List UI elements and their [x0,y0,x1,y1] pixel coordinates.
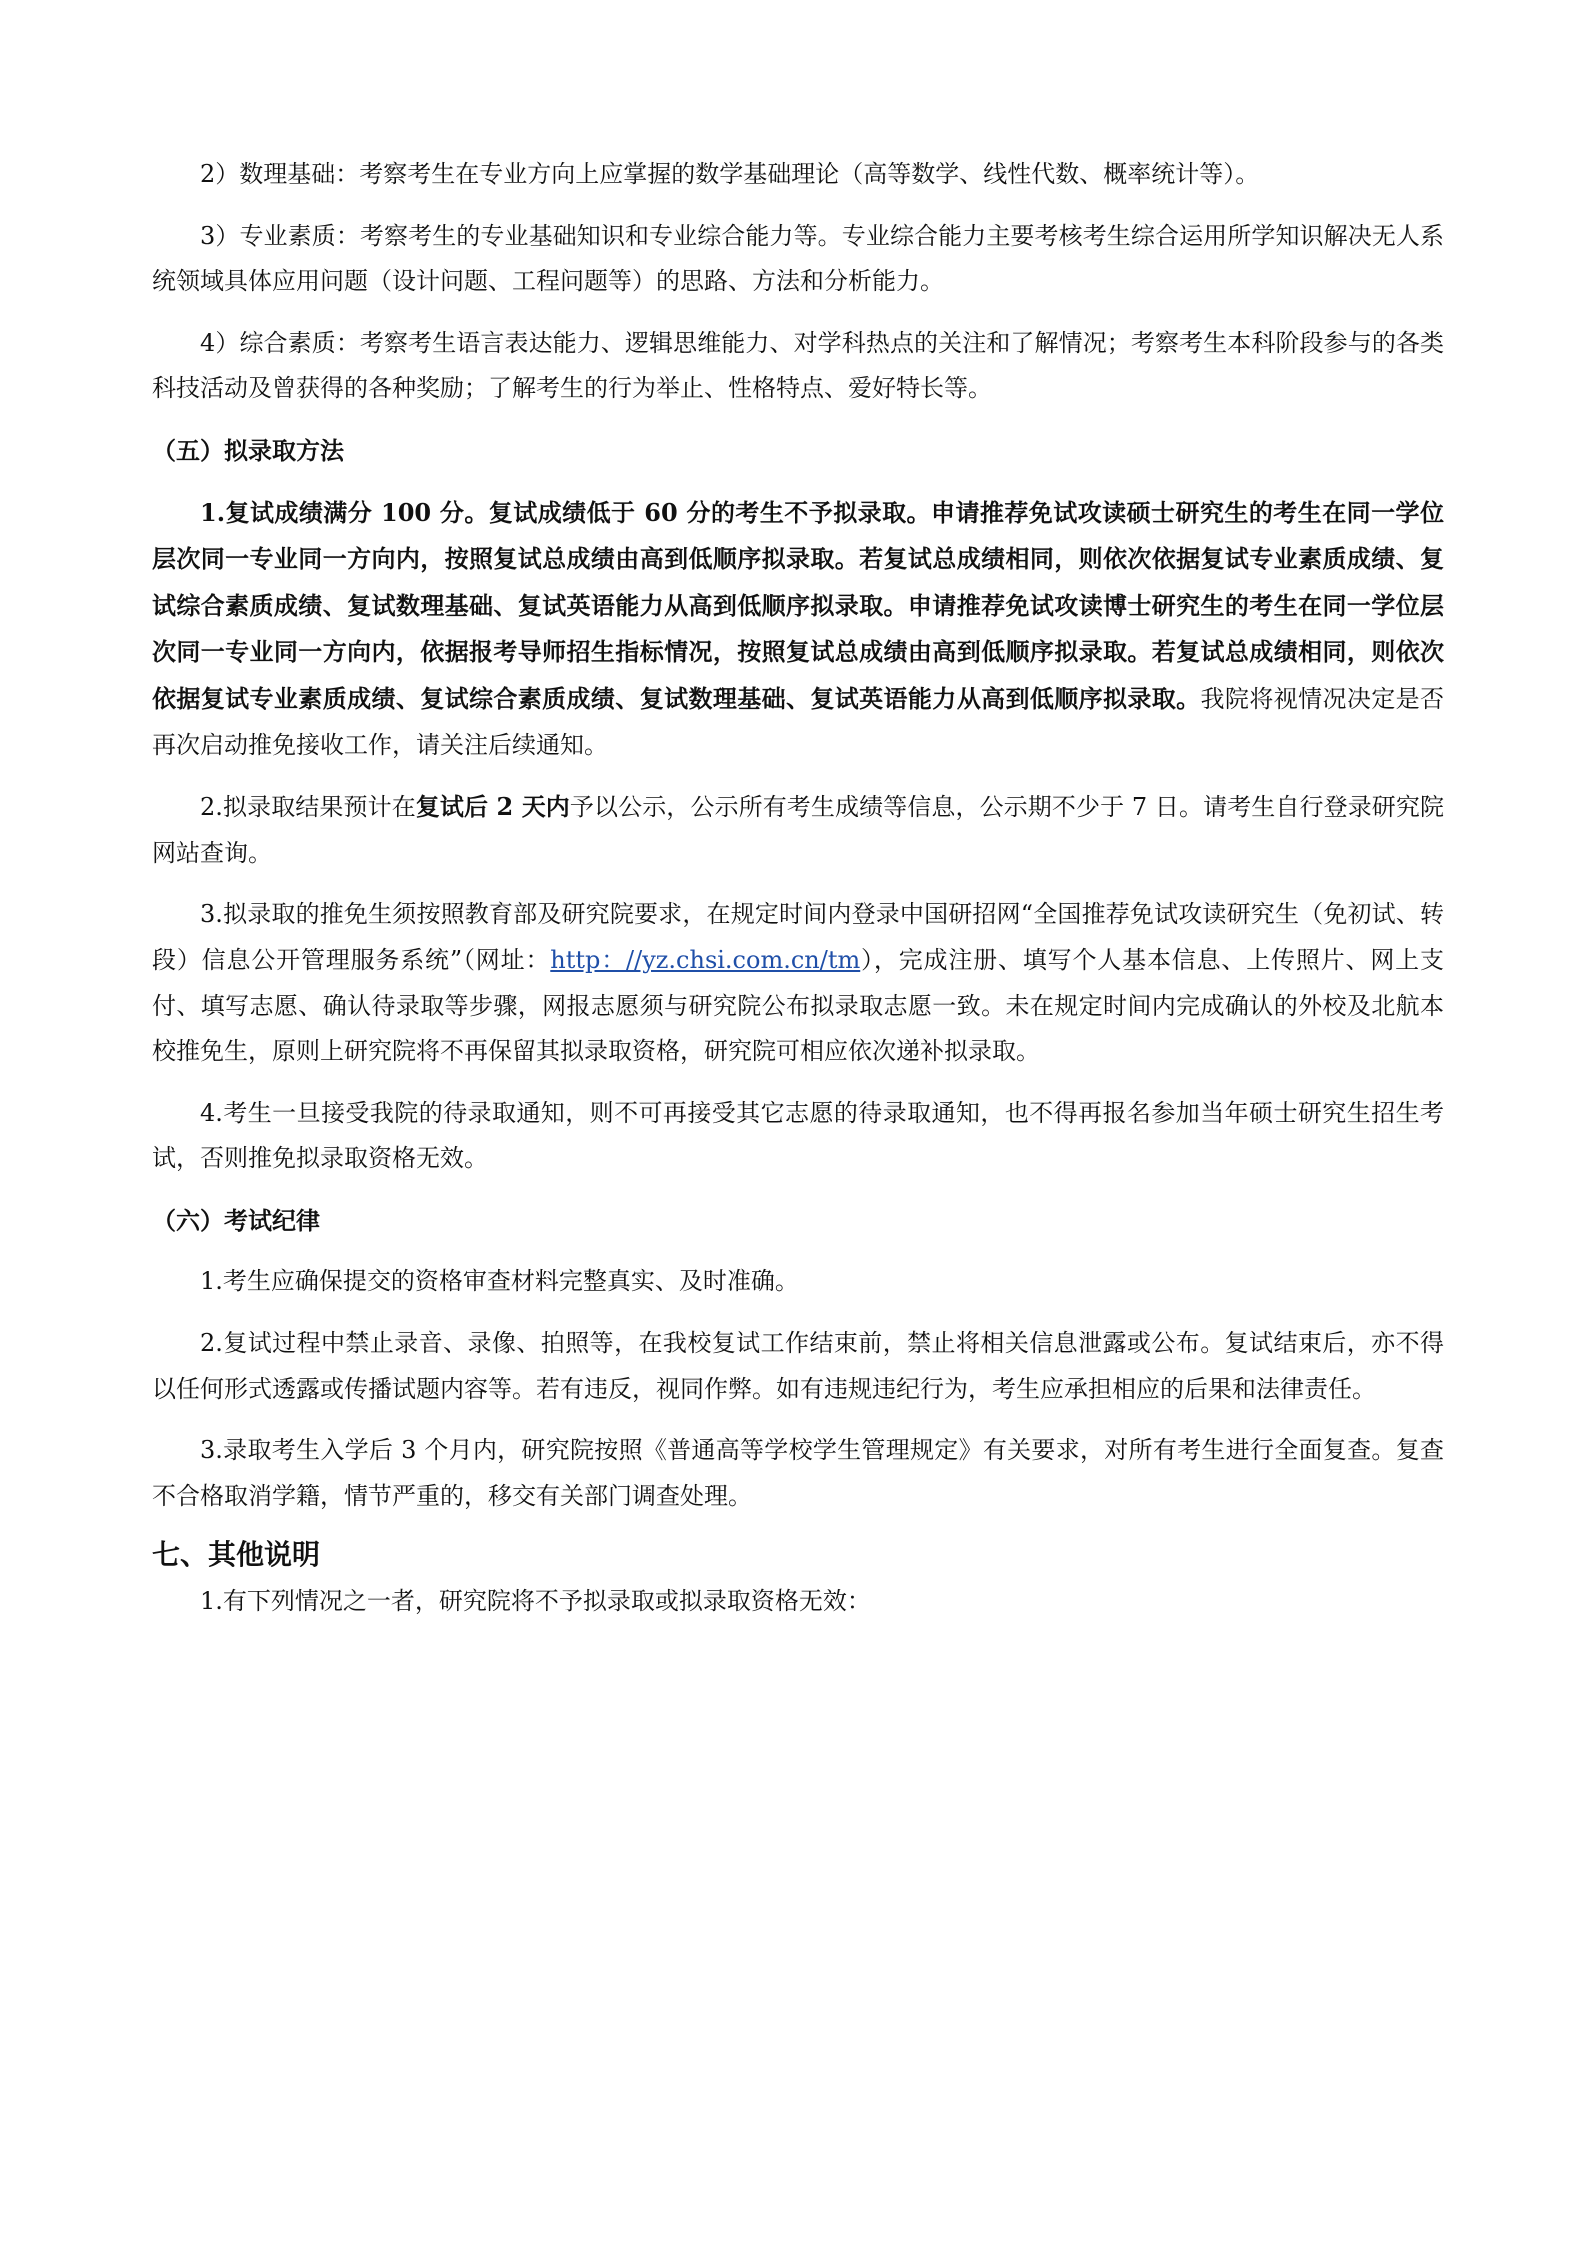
paragraph-admission-rule-3 [152,892,1444,1074]
admission-rule-2-text-pre: 2.拟录取结果预计在 [200,793,416,822]
admission-rule-2-deadline: 复试后 2 天内 [415,792,570,822]
paragraph-math-foundation: 2）数理基础：考察考生在专业方向上应掌握的数学基础理论（高等数学、线性代数、概率统计等）。 [200,160,1260,188]
paragraph-discipline-rule-3: 3.录取考生入学后 3 个月内，研究院按照《普通高等学校学生管理规定》有关要求，对所有考生进行全面复查。复查不合格取消学籍，情节严重的，移交有关部门调查处理。 [152,1436,1444,1510]
chsi-website-link[interactable]: http：//yz.chsi.com.cn/tm [550,945,861,974]
admission-rule-3-text-pre: 3.拟录取的推免生须按照教育部及研究院要求，在规定时间内登录中国研招网“全国推荐免试攻读研究生（免初试、转段）信息公开管理服务系统”（网址： [152,900,1444,974]
section-heading-admission-method: （五）拟录取方法 [152,435,344,465]
admission-rule-3-text-post: ），完成注册、填写个人基本信息、上传照片、网上支付、填写志愿、确认待录取等步骤，网报志愿须与研究院公布拟录取志愿一致。未在规定时间内完成确认的外校及北航本校推免生，原则上研究院将不再保留其拟录取资格，研究院可相应依次递补拟录取。 [152,945,1445,1066]
admission-rule-2-text-post: 予以公示，公示所有考生成绩等信息，公示期不少于 7 日。请考生自行登录研究院网站查询。 [152,793,1444,867]
section-heading-other-notes: 七、其他说明 [152,1538,321,1572]
admission-rule-1-note: 我院将视情况决定是否再次启动推免接收工作，请关注后续通知。 [152,684,1445,759]
paragraph-admission-rule-2 [152,784,1444,876]
admission-rule-1-bold-text: 1.复试成绩满分 100 分。复试成绩低于 60 分的考生不予拟录取。申请推荐免试攻读硕士研究生的考生在同一学位层次同一专业同一方向内，按照复试总成绩由高到低顺序拟录取。若复试总成绩相同，则依次依据复试专业素质成绩、复试综合素质成绩、复试数理基础、复试英语能力从高到低顺序拟录取。申请推荐免试攻读博士研究生的考生在同一学位层次同一专业同一方向内，依据报考导师招生指标情况，按照复试总成绩由高到低顺序拟录取。若复试总成绩相同，则依次依据复试专业素质成绩、复试综合素质成绩、复试数理基础、复试英语能力从高到低顺序拟录取。 [152,497,1444,713]
paragraph-discipline-rule-2: 2.复试过程中禁止录音、录像、拍照等，在我校复试工作结束前，禁止将相关信息泄露或公布。复试结束后，亦不得以任何形式透露或传播试题内容等。若有违反，视同作弊。如有违规违纪行为，考生应承担相应的后果和法律责任。 [152,1329,1444,1403]
paragraph-admission-rule-4: 4.考生一旦接受我院的待录取通知，则不可再接受其它志愿的待录取通知，也不得再报名参加当年硕士研究生招生考试，否则推免拟录取资格无效。 [152,1098,1444,1173]
document-body [152,152,1444,1625]
section-heading-exam-discipline: （六）考试纪律 [152,1205,320,1235]
paragraph-professional-quality: 3）专业素质：考察考生的专业基础知识和专业综合能力等。专业综合能力主要考核考生综合运用所学知识解决无人系统领域具体应用问题（设计问题、工程问题等）的思路、方法和分析能力。 [152,221,1444,296]
paragraph-comprehensive-quality: 4）综合素质：考察考生语言表达能力、逻辑思维能力、对学科热点的关注和了解情况；考察考生本科阶段参与的各类科技活动及曾获得的各种奖励；了解考生的行为举止、性格特点、爱好特长等。 [152,328,1444,403]
paragraph-admission-rule-1 [152,490,1444,769]
paragraph-other-notes-1: 1.有下列情况之一者，研究院将不予拟录取或拟录取资格无效： [200,1587,871,1616]
paragraph-discipline-rule-1: 1.考生应确保提交的资格审查材料完整真实、及时准确。 [200,1267,799,1296]
